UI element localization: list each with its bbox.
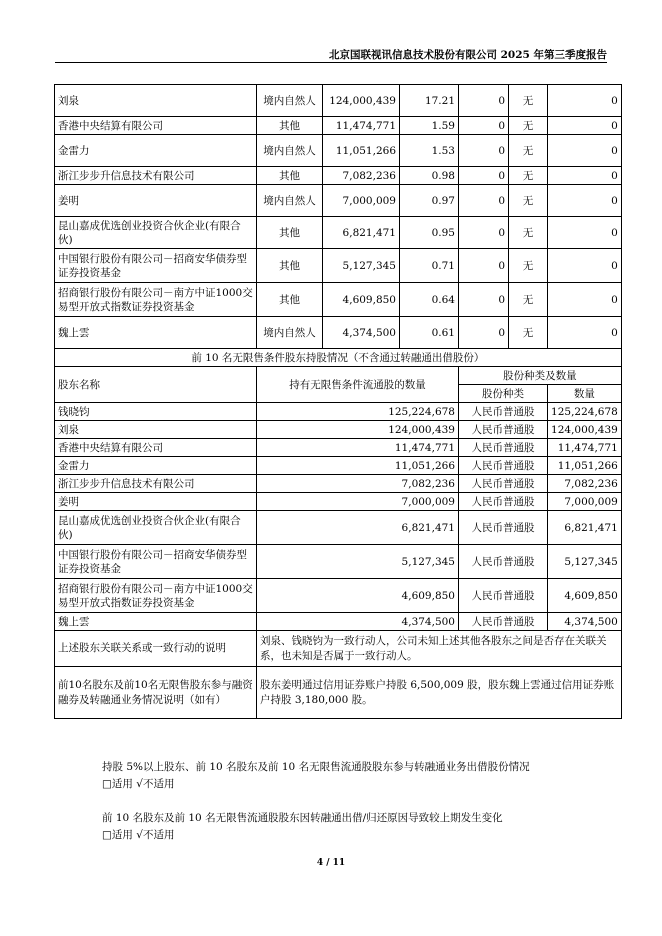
restricted-shares: 0 <box>459 167 509 185</box>
restricted-shares: 0 <box>459 217 509 249</box>
share-count: 5,127,345 <box>548 545 622 579</box>
pledge-quantity: 0 <box>548 117 622 135</box>
unrestricted-body <box>55 349 622 719</box>
restricted-shares: 0 <box>459 283 509 317</box>
share-count: 7,000,009 <box>548 493 622 511</box>
unrestricted-qty: 125,224,678 <box>257 403 459 421</box>
restricted-shares: 0 <box>459 135 509 167</box>
shares-held: 6,821,471 <box>323 217 400 249</box>
shares-held: 7,082,236 <box>323 167 400 185</box>
unrestricted-qty: 124,000,439 <box>257 421 459 439</box>
table-row <box>55 117 622 135</box>
shareholder-nature: 境内自然人 <box>257 185 323 217</box>
pledge-status: 无 <box>509 167 548 185</box>
share-type: 人民币普通股 <box>459 439 548 457</box>
holding-ratio: 0.95 <box>400 217 459 249</box>
unrestricted-qty: 11,474,771 <box>257 439 459 457</box>
restricted-shares: 0 <box>459 85 509 117</box>
shareholder-nature: 境内自然人 <box>257 135 323 167</box>
table-row <box>55 613 622 631</box>
unrestricted-qty: 4,609,850 <box>257 579 459 613</box>
shareholder-name: 昆山嘉成优选创业投资合伙企业(有限合伙) <box>55 511 257 545</box>
holding-ratio: 17.21 <box>400 85 459 117</box>
pledge-quantity: 0 <box>548 167 622 185</box>
shareholder-name: 姜明 <box>55 493 257 511</box>
share-count: 6,821,471 <box>548 511 622 545</box>
share-type: 人民币普通股 <box>459 421 548 439</box>
shareholder-name: 钱晓钧 <box>55 403 257 421</box>
pledge-status: 无 <box>509 283 548 317</box>
shareholder-nature: 境内自然人 <box>257 317 323 349</box>
lending-note-options: □适用 √不适用 <box>102 778 175 790</box>
share-type: 人民币普通股 <box>459 493 548 511</box>
relation-label: 上述股东关联关系或一致行动的说明 <box>55 631 257 667</box>
col-share-type: 股份种类 <box>459 385 548 403</box>
share-count: 4,609,850 <box>548 579 622 613</box>
table-row <box>55 475 622 493</box>
table-row <box>55 511 622 545</box>
header-rule <box>55 62 607 63</box>
unrestricted-qty: 6,821,471 <box>257 511 459 545</box>
table-row <box>55 217 622 249</box>
pledge-status: 无 <box>509 117 548 135</box>
holding-ratio: 0.97 <box>400 185 459 217</box>
shareholder-nature: 境内自然人 <box>257 85 323 117</box>
table-row <box>55 439 622 457</box>
unrestricted-section-title: 前 10 名无限售条件股东持股情况（不含通过转融通出借股份） <box>55 349 622 367</box>
change-note-options: □适用 √不适用 <box>102 829 175 841</box>
shares-held: 7,000,009 <box>323 185 400 217</box>
change-note-title: 前 10 名股东及前 10 名无限售流通股股东因转融通出借/归还原因导致较上期发生变化 <box>102 812 503 824</box>
pledge-status: 无 <box>509 317 548 349</box>
shareholder-name: 中国银行股份有限公司－招商安华债券型证券投资基金 <box>55 545 257 579</box>
shareholder-name: 姜明 <box>55 185 257 217</box>
share-count: 11,474,771 <box>548 439 622 457</box>
pledge-quantity: 0 <box>548 249 622 283</box>
shareholder-nature: 其他 <box>257 283 323 317</box>
shareholder-name: 招商银行股份有限公司－南方中证1000交易型开放式指数证券投资基金 <box>55 579 257 613</box>
pledge-quantity: 0 <box>548 217 622 249</box>
shareholder-name: 刘泉 <box>55 85 257 117</box>
holding-ratio: 1.53 <box>400 135 459 167</box>
shareholder-name: 魏上雲 <box>55 317 257 349</box>
shareholder-nature: 其他 <box>257 249 323 283</box>
holding-ratio: 0.71 <box>400 249 459 283</box>
pledge-quantity: 0 <box>548 185 622 217</box>
restricted-shares: 0 <box>459 185 509 217</box>
shareholder-name: 浙江步步升信息技术有限公司 <box>55 167 257 185</box>
header-row <box>55 367 622 385</box>
share-type: 人民币普通股 <box>459 457 548 475</box>
shareholder-name: 刘泉 <box>55 421 257 439</box>
shareholder-name: 香港中央结算有限公司 <box>55 439 257 457</box>
share-count: 4,374,500 <box>548 613 622 631</box>
table-row <box>55 457 622 475</box>
lending-note-title: 持股 5%以上股东、前 10 名股东及前 10 名无限售流通股股东参与转融通业务出借股份情况 <box>102 761 530 773</box>
col-unrestricted-qty: 持有无限售条件流通股的数量 <box>257 367 459 403</box>
top10-body <box>55 85 622 349</box>
section-title-row <box>55 349 622 367</box>
table-row <box>55 317 622 349</box>
table-row <box>55 283 622 317</box>
table-row <box>55 579 622 613</box>
share-type: 人民币普通股 <box>459 475 548 493</box>
share-type: 人民币普通股 <box>459 579 548 613</box>
pledge-status: 无 <box>509 249 548 283</box>
table-row <box>55 403 622 421</box>
col-share-type-group: 股份种类及数量 <box>459 367 622 385</box>
share-type: 人民币普通股 <box>459 403 548 421</box>
unrestricted-qty: 7,000,009 <box>257 493 459 511</box>
holding-ratio: 0.98 <box>400 167 459 185</box>
unrestricted-qty: 5,127,345 <box>257 545 459 579</box>
table-row <box>55 167 622 185</box>
restricted-shares: 0 <box>459 317 509 349</box>
shareholder-name: 金雷力 <box>55 135 257 167</box>
pledge-status: 无 <box>509 185 548 217</box>
shareholder-name: 香港中央结算有限公司 <box>55 117 257 135</box>
shareholder-name: 魏上雲 <box>55 613 257 631</box>
unrestricted-qty: 7,082,236 <box>257 475 459 493</box>
shareholder-nature: 其他 <box>257 167 323 185</box>
share-type: 人民币普通股 <box>459 545 548 579</box>
holding-ratio: 1.59 <box>400 117 459 135</box>
shareholder-name: 金雷力 <box>55 457 257 475</box>
col-shareholder-name: 股东名称 <box>55 367 257 403</box>
shareholder-name: 中国银行股份有限公司－招商安华债券型证券投资基金 <box>55 249 257 283</box>
shares-held: 5,127,345 <box>323 249 400 283</box>
col-share-count: 数量 <box>548 385 622 403</box>
holding-ratio: 0.64 <box>400 283 459 317</box>
relation-row <box>55 631 622 667</box>
pledge-quantity: 0 <box>548 317 622 349</box>
table-row <box>55 493 622 511</box>
share-count: 124,000,439 <box>548 421 622 439</box>
restricted-shares: 0 <box>459 249 509 283</box>
shareholder-nature: 其他 <box>257 217 323 249</box>
shares-held: 4,374,500 <box>323 317 400 349</box>
share-type: 人民币普通股 <box>459 613 548 631</box>
shares-held: 11,474,771 <box>323 117 400 135</box>
shareholder-name: 昆山嘉成优选创业投资合伙企业(有限合伙) <box>55 217 257 249</box>
share-count: 7,082,236 <box>548 475 622 493</box>
pledge-status: 无 <box>509 85 548 117</box>
shareholder-name: 招商银行股份有限公司－南方中证1000交易型开放式指数证券投资基金 <box>55 283 257 317</box>
share-count: 125,224,678 <box>548 403 622 421</box>
share-count: 11,051,266 <box>548 457 622 475</box>
unrestricted-qty: 11,051,266 <box>257 457 459 475</box>
table-row <box>55 421 622 439</box>
page-header: 北京国联视讯信息技术股份有限公司 2025 年第三季度报告 <box>328 49 607 61</box>
shares-held: 124,000,439 <box>323 85 400 117</box>
margin-label: 前10名股东及前10名无限售股东参与融资融券及转融通业务情况说明（如有） <box>55 667 257 719</box>
shareholder-table-wrap <box>54 84 622 719</box>
shareholder-nature: 其他 <box>257 117 323 135</box>
restricted-shares: 0 <box>459 117 509 135</box>
shares-held: 4,609,850 <box>323 283 400 317</box>
unrestricted-qty: 4,374,500 <box>257 613 459 631</box>
table-row <box>55 85 622 117</box>
shares-held: 11,051,266 <box>323 135 400 167</box>
pledge-status: 无 <box>509 135 548 167</box>
pledge-quantity: 0 <box>548 85 622 117</box>
table-row <box>55 545 622 579</box>
pledge-quantity: 0 <box>548 283 622 317</box>
shareholder-name: 浙江步步升信息技术有限公司 <box>55 475 257 493</box>
margin-row <box>55 667 622 719</box>
holding-ratio: 0.61 <box>400 317 459 349</box>
pledge-quantity: 0 <box>548 135 622 167</box>
table-row <box>55 135 622 167</box>
table-row <box>55 185 622 217</box>
page-number: 4 / 11 <box>316 858 346 868</box>
shareholder-table <box>54 84 622 719</box>
pledge-status: 无 <box>509 217 548 249</box>
share-type: 人民币普通股 <box>459 511 548 545</box>
table-row <box>55 249 622 283</box>
relation-text: 刘泉、钱晓钧为一致行动人，公司未知上述其他各股东之间是否存在关联关系，也未知是否属于一致行动人。 <box>257 631 622 667</box>
margin-text: 股东姜明通过信用证券账户持股 6,500,009 股，股东魏上雲通过信用证券账户持股 3,180,000 股。 <box>257 667 622 719</box>
